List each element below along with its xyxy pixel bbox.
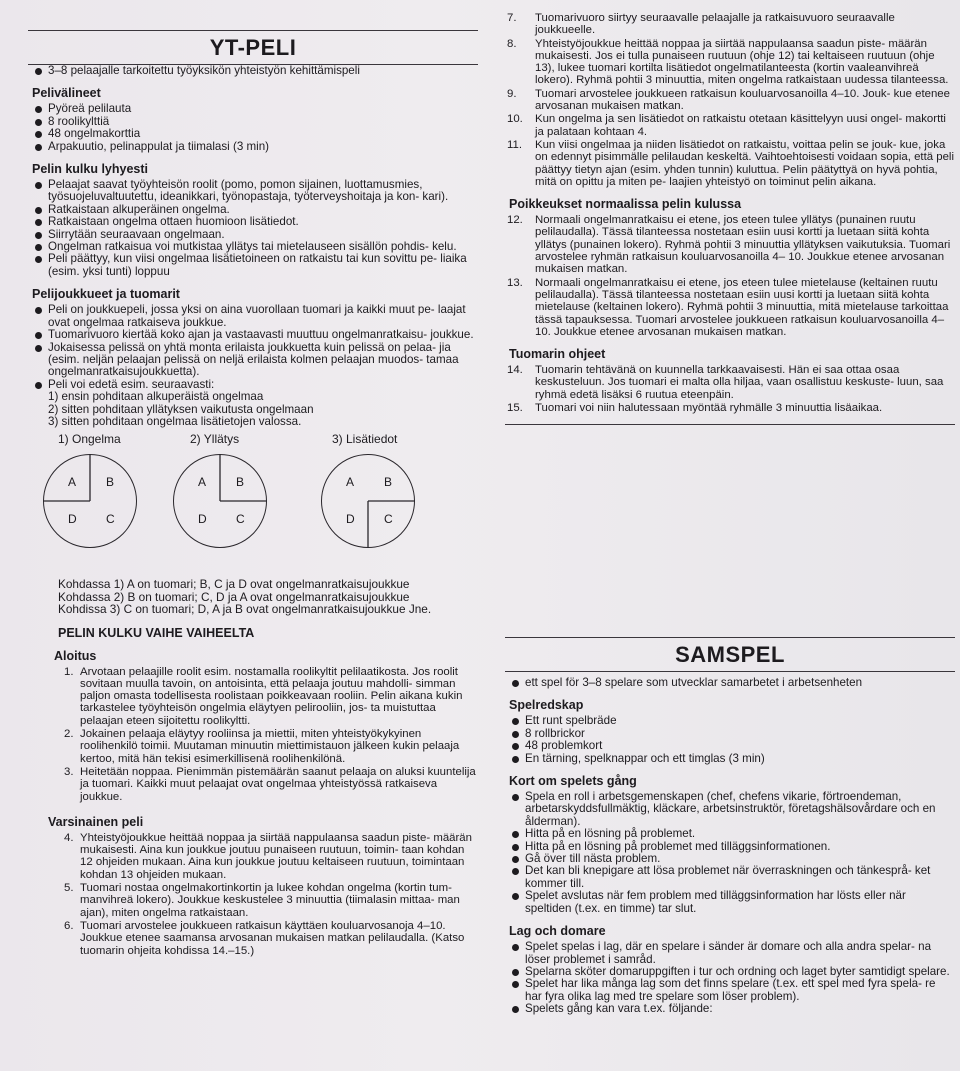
item-number: 10.: [507, 113, 523, 126]
list-item: Tuomarivuoro kiertää koko ajan ja vastaavasti muuttuu ongelmanratkaisu- joukkue.: [34, 329, 478, 341]
item-number: 4.: [64, 831, 74, 844]
diagram-caption: 2) Yllätys: [190, 432, 240, 447]
title-rule-bottom: [505, 671, 955, 672]
item-number: 12.: [507, 214, 523, 227]
section-heading: Pelivälineet: [32, 86, 101, 101]
list-item: Spelet har lika många lag som det finns spelare (t.ex. ett spel med fyra spela- re har fyra olika lag med tre spelare som löser problem).: [511, 978, 955, 1003]
turn-line: Kohdissa 3) C on tuomari; D, A ja B ovat ongelmanratkaisujoukkue Jne.: [58, 602, 432, 617]
section-heading: PELIN KULKU VAIHE VAIHEELTA: [58, 625, 255, 640]
item-text: Arvotaan pelaajille roolit esim. nostamalla roolikyltit pelilaatikosta. Jos roolit sovitaan muulla tavoin, on antoisinta, että pelaaja joutuu mahdolli- simman paljon omasta todellisesta roolistaan poikkeavaan rooliin. Pelin aikana kukin tarkastelee työyhteisön ongelmia eläytyen pelirooliin, jos- ta muistuttaa pelaajan eteen sijoitettu roolikyltti.: [80, 665, 463, 727]
list-item: Det kan bli knepigare att lösa problemet när överraskningen och tänkesprå- ket kommer till.: [511, 865, 955, 890]
list-item: Peli päättyy, kun viisi ongelmaa lisätietoineen on ratkaistu tai kun sovittu pe- liaika (esim. yksi tunti) loppuu: [34, 253, 478, 278]
step-line: 3) sitten pohditaan ongelmaa lisätietojen valossa.: [48, 414, 302, 428]
judge-steps: [505, 364, 955, 414]
teams-list: [28, 304, 478, 391]
item-text: Tuomari voi niin halutessaan myöntää ryhmälle 3 minuuttia lisäaikaa.: [535, 402, 883, 415]
item-number: 6.: [64, 919, 74, 932]
numbered-item: [505, 277, 955, 338]
list-item: Ongelman ratkaisua voi mutkistaa yllätys tai mietelauseen sisällön pohdis- kelu.: [34, 241, 478, 253]
samspel-section: [505, 637, 955, 1016]
teams-list: [505, 941, 955, 1015]
item-text: Tuomari arvostelee joukkueen ratkaisun käyttäen kouluarvosanoja 4–10. Joukkue etenee saamansa arvosanan mukaisen matkan pelilaudalla. (Katso tuomarin ohjeita kohdissa 14.–15.): [80, 919, 465, 957]
circle-divider-lines: [43, 454, 137, 548]
circle-divider-lines: [321, 454, 415, 548]
step-line: 2) sitten pohditaan yllätyksen vaikutusta ongelmaan: [48, 402, 314, 416]
section-heading: Kort om spelets gång: [509, 774, 637, 789]
diagram-caption: 1) Ongelma: [58, 432, 121, 447]
list-item: 48 problemkort: [511, 740, 955, 752]
item-text: Tuomarivuoro siirtyy seuraavalle pelaajalle ja ratkaisuvuoro seuraavalle joukkueelle.: [535, 12, 895, 37]
diagram-circle-ongelma: [43, 454, 137, 548]
section-heading: Pelin kulku lyhyesti: [32, 162, 149, 177]
item-text: Kun ongelma ja sen lisätiedot on ratkaistu otetaan käsittelyyn uusi ongel- makortti ja palataan kohtaan 4.: [535, 113, 946, 138]
item-text: Normaali ongelmanratkaisu ei etene, jos eteen tulee mietelause (keltainen ruutu pelilaudalla). Tässä tilanteessa nostetaan esiin uusi kortti ja luetaan siitä kohta mietelause (keltainen lokero). Ryhmä pohtii 3 minuuttia, mitä mietelause tarkoittaa tässä tapauksessa. Tuomari arvostelee joukkueen ratkaisun kouluarvosanoilla 4–10. Joukkue etenee arvosanan mukaisen matkan.: [535, 276, 949, 338]
summary-list: [28, 179, 478, 278]
section-heading: Poikkeukset normaalissa pelin kulussa: [509, 197, 742, 212]
circle-divider-lines: [173, 454, 267, 548]
quadrant-label: D: [68, 512, 77, 527]
samspel-title: SAMSPEL: [675, 642, 785, 667]
section-heading: Varsinainen peli: [48, 814, 144, 829]
list-item: Hitta på en lösning på problemet.: [511, 828, 955, 840]
diagram-circle-yllatys: [173, 454, 267, 548]
item-number: 15.: [507, 402, 523, 415]
numbered-item: [505, 38, 955, 87]
quadrant-label: D: [198, 512, 207, 527]
diagram-circle-lisatiedot: [321, 454, 415, 548]
numbered-item: [28, 766, 478, 803]
list-item: Siirrytään seuraavaan ongelmaan.: [34, 229, 478, 241]
turn-diagrams: [28, 432, 478, 572]
diagram-caption: 3) Lisätiedot: [332, 432, 398, 447]
intro-text: 3–8 pelaajalle tarkoitettu työyksikön yhteistyön kehittämispeli: [34, 65, 478, 77]
list-item: Spelet spelas i lag, där en spelare i sänder är domare och alla andra spelar- na löser problemet i samråd.: [511, 941, 955, 966]
numbered-item: [28, 666, 478, 727]
page-title: YT-PELI: [209, 35, 297, 60]
list-item: Jokaisessa pelissä on yhtä monta erilaista joukkuetta kuin pelissä on pelaa- jia (esim. neljän pelaajan pelissä on neljä erilaista kolmen pelaajan muodos- tamaa ongelmanratkaisujoukkuetta).: [34, 342, 478, 379]
section-end-rule: [505, 424, 955, 425]
section-heading: Pelijoukkueet ja tuomarit: [32, 287, 180, 302]
step-line: 1) ensin pohditaan alkuperäistä ongelmaa: [48, 390, 264, 404]
left-column: [28, 0, 478, 958]
list-item: Gå över till nästa problem.: [511, 853, 955, 865]
list-item: Peli on joukkuepeli, jossa yksi on aina vuorollaan tuomari ja kaikki muut pe- laajat ovat ongelmaa ratkaiseva joukkue.: [34, 304, 478, 329]
item-text: Tuomari nostaa ongelmakortinkortin ja lukee kohdan ongelma (kortin tum- manvihreä lokero). Joukkue keskustelee 3 minuuttia (tiimalasin mittaa- man ajan), miten ongelma ratkaistaan.: [80, 882, 460, 919]
quadrant-label: C: [236, 512, 245, 527]
list-item: 8 roolikylttiä: [34, 116, 478, 128]
continued-steps: [505, 12, 955, 188]
numbered-item: [28, 832, 478, 881]
quadrant-label: A: [68, 475, 77, 490]
numbered-item: [505, 113, 955, 138]
item-number: 3.: [64, 765, 74, 778]
item-text: Normaali ongelmanratkaisu ei etene, jos eteen tulee yllätys (punainen ruutu pelilaudalla). Tässä tilanteessa nostetaan esiin uusi kortti ja luetaan siitä kohta yllätys (punainen lokero). Ryhmä pohtii 3 minuuttia yllätyksen vaikutuksia. Tuomari arvostelee ryhmän ratkaisun kouluarvosanoilla 4– 10. Joukkue etenee arvosanan mukaisen matkan.: [535, 214, 951, 276]
section-heading: Lag och domare: [509, 924, 606, 939]
list-item: Ratkaistaan ongelma ottaen huomioon lisätiedot.: [34, 216, 478, 228]
summary-list: [505, 791, 955, 915]
list-item: Spelarna sköter domaruppgiften i tur och ordning och laget byter samtidigt spelare.: [511, 966, 955, 978]
section-heading: Tuomarin ohjeet: [509, 347, 606, 362]
list-item: 48 ongelmakorttia: [34, 128, 478, 140]
list-item: En tärning, spelknappar och ett timglas (3 min): [511, 753, 955, 765]
item-number: 1.: [64, 665, 74, 678]
list-item: Spelets gång kan vara t.ex. följande:: [511, 1003, 955, 1015]
list-item: Pelaajat saavat työyhteisön roolit (pomo, pomon sijainen, luottamusmies, työsuojeluvaltuutettu, ideanikkari, työnopastaja, työterveyshoitaja ja kon- kari).: [34, 179, 478, 204]
right-column: [505, 12, 955, 425]
numbered-item: [28, 728, 478, 765]
list-item: Pyöreä pelilauta: [34, 103, 478, 115]
list-item: Arpakuutio, pelinappulat ja tiimalasi (3 min): [34, 141, 478, 153]
item-text: Kun viisi ongelmaa ja niiden lisätiedot on ratkaistu, voittaa pelin se jouk- kue, joka on edennyt pisimmälle pelilaudan keskeltä. Vaihtoehtoisesti voidaan sopia, että peli päättyy tietyn ajan (esim. yhden tunnin) kuluttua. Pelin päätyttyä on hyvä pohtia, mitä on opittu ja miten pe- laajien yhteistyö on toiminut pelin aikana.: [535, 138, 954, 188]
numbered-item: [28, 882, 478, 919]
item-number: 13.: [507, 276, 523, 289]
numbered-item: [505, 214, 955, 275]
section-heading: Aloitus: [54, 648, 97, 663]
turn-explanation: [58, 578, 478, 615]
item-number: 14.: [507, 364, 523, 377]
item-number: 11.: [507, 138, 522, 151]
item-number: 5.: [64, 882, 74, 895]
item-text: Heitetään noppaa. Pienimmän pistemäärän saanut pelaaja on aluksi kuuntelija ja tuomari. Kaikki muut pelaajat ovat ongelmaa yhteistyössä ratkaiseva joukkue.: [80, 765, 476, 803]
numbered-item: [505, 88, 955, 113]
list-item: Ett runt spelbräde: [511, 715, 955, 727]
item-text: Tuomarin tehtävänä on kuunnella tarkkaavaisesti. Hän ei saa ottaa osaa keskusteluun. Jos tuomari ei malta olla hiljaa, vaan osallistuu keskuste- luun, saa ryhmä edetä lisäksi 6 ruutua eteenpäin.: [535, 364, 944, 401]
intro-list: [28, 65, 478, 77]
numbered-item: [505, 139, 955, 188]
numbered-item: [505, 402, 955, 414]
item-text: Yhteistyöjoukkue heittää noppaa ja siirtää nappulaansa saadun piste- määrän mukaisesti. Aina kun joukkue joutuu punaiseen ruutuun, toimin- taan kohdan 12 ohjeiden mukaan. Aina kun joukkue joutuu keltaiseen ruutuun, toimintaan kohdan 13 ohjeiden mukaan.: [80, 831, 472, 881]
numbered-item: [28, 920, 478, 957]
list-item: Spelet avslutas när fem problem med tilläggsinformation har lösts eller när speltiden (t.ex. en timme) tar slut.: [511, 890, 955, 915]
list-item: Ratkaistaan alkuperäinen ongelma.: [34, 204, 478, 216]
intro-text: ett spel för 3–8 spelare som utvecklar samarbetet i arbetsenheten: [511, 677, 955, 689]
list-item: Spela en roll i arbetsgemenskapen (chef, chefens vikarie, förtroendeman, arbetarskyddsfullmäktig, kläckare, arbetsinstruktör, företagshälsovårdare och en ålderman).: [511, 791, 955, 828]
quadrant-label: C: [384, 512, 393, 527]
item-number: 2.: [64, 728, 74, 741]
quadrant-label: B: [106, 475, 115, 490]
start-steps: [28, 666, 478, 803]
equipment-list: [28, 103, 478, 153]
item-text: Jokainen pelaaja eläytyy rooliinsa ja miettii, miten yhteistyökykyinen roolihenkilö toimii. Muutaman minuutin miettimistauon jälkeen kukin pelaaja kertoo, mitä hän tekisi esimerkillisenä roolihenkilönä.: [80, 728, 460, 765]
turn-line: Kohdassa 1) A on tuomari; B, C ja D ovat ongelmanratkaisujoukkue: [58, 577, 410, 592]
item-text: Tuomari arvostelee joukkueen ratkaisun kouluarvosanoilla 4–10. Jouk- kue etenee arvosanan mukaisen matkan.: [535, 87, 950, 113]
quadrant-label: B: [236, 475, 245, 490]
quadrant-label: B: [384, 475, 393, 490]
main-steps: [28, 832, 478, 957]
turn-line: Kohdassa 2) B on tuomari; C, D ja A ovat ongelmanratkaisujoukkue: [58, 589, 410, 604]
equipment-list: [505, 715, 955, 765]
section-heading: Spelredskap: [509, 698, 584, 713]
list-item: Hitta på en lösning på problemet med tilläggsinformationen.: [511, 841, 955, 853]
samspel-intro-list: [505, 677, 955, 689]
item-number: 7.: [507, 12, 517, 24]
exception-steps: [505, 214, 955, 338]
item-number: 9.: [507, 87, 517, 100]
numbered-item: [505, 364, 955, 401]
list-item: Peli voi edetä esim. seuraavasti:: [34, 379, 478, 391]
quadrant-label: A: [198, 475, 207, 490]
quadrant-label: A: [346, 475, 355, 490]
item-number: 8.: [507, 37, 517, 50]
quadrant-label: C: [106, 512, 115, 527]
list-item: 8 rollbrickor: [511, 728, 955, 740]
item-text: Yhteistyöjoukkue heittää noppaa ja siirtää nappulaansa saadun piste- määrän mukaisesti. Jos ei tulla punaiseen ruutuun (ohje 12) tai keltaiseen ruutuun (ohje 13), lukee tuomari kortilta lisätiedot ongelmatilanteesta (kortin vaaleanvihreä lokero). Ryhmä pohtii 3 minuuttia, miten ongelma ratkaistaan uudessa tilanteessa.: [535, 37, 949, 87]
quadrant-label: D: [346, 512, 355, 527]
numbered-item: [505, 12, 955, 37]
